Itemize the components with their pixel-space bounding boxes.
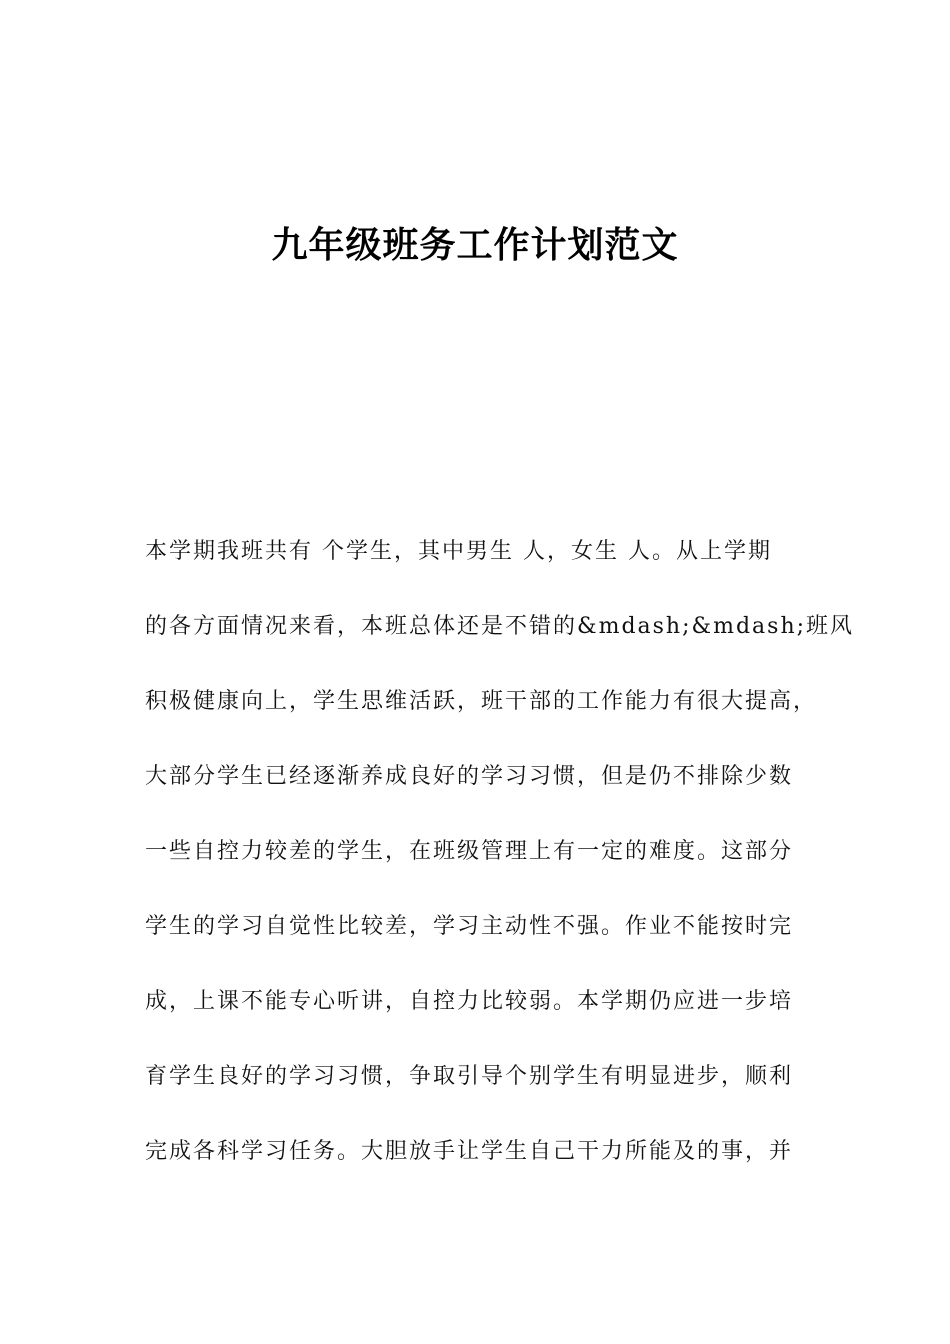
paragraph-line-3: 积极健康向上，学生思维活跃，班干部的工作能力有很大提高，: [145, 689, 818, 714]
paragraph-line-9: 完成各科学习任务。大胆放手让学生自己干力所能及的事，并: [145, 1139, 794, 1164]
paragraph-line-8: 育学生良好的学习习惯，争取引导个别学生有明显进步，顺利: [145, 1064, 794, 1089]
paragraph-line-4: 大部分学生已经逐渐养成良好的学习习惯，但是仍不排除少数: [145, 764, 794, 789]
paragraph-line-5: 一些自控力较差的学生，在班级管理上有一定的难度。这部分: [145, 839, 794, 864]
document-title: 九年级班务工作计划范文: [271, 225, 679, 266]
paragraph-line-6: 学生的学习自觉性比较差，学习主动性不强。作业不能按时完: [145, 914, 794, 939]
body-paragraph: [145, 530, 855, 1205]
paragraph-line-7: 成，上课不能专心听讲，自控力比较弱。本学期仍应进一步培: [145, 989, 794, 1014]
paragraph-line-1: 本学期我班共有 个学生，其中男生 人，女生 人。从上学期: [145, 539, 772, 564]
paragraph-line-2: 的各方面情况来看，本班总体还是不错的&mdash;&mdash;班风: [145, 614, 855, 639]
